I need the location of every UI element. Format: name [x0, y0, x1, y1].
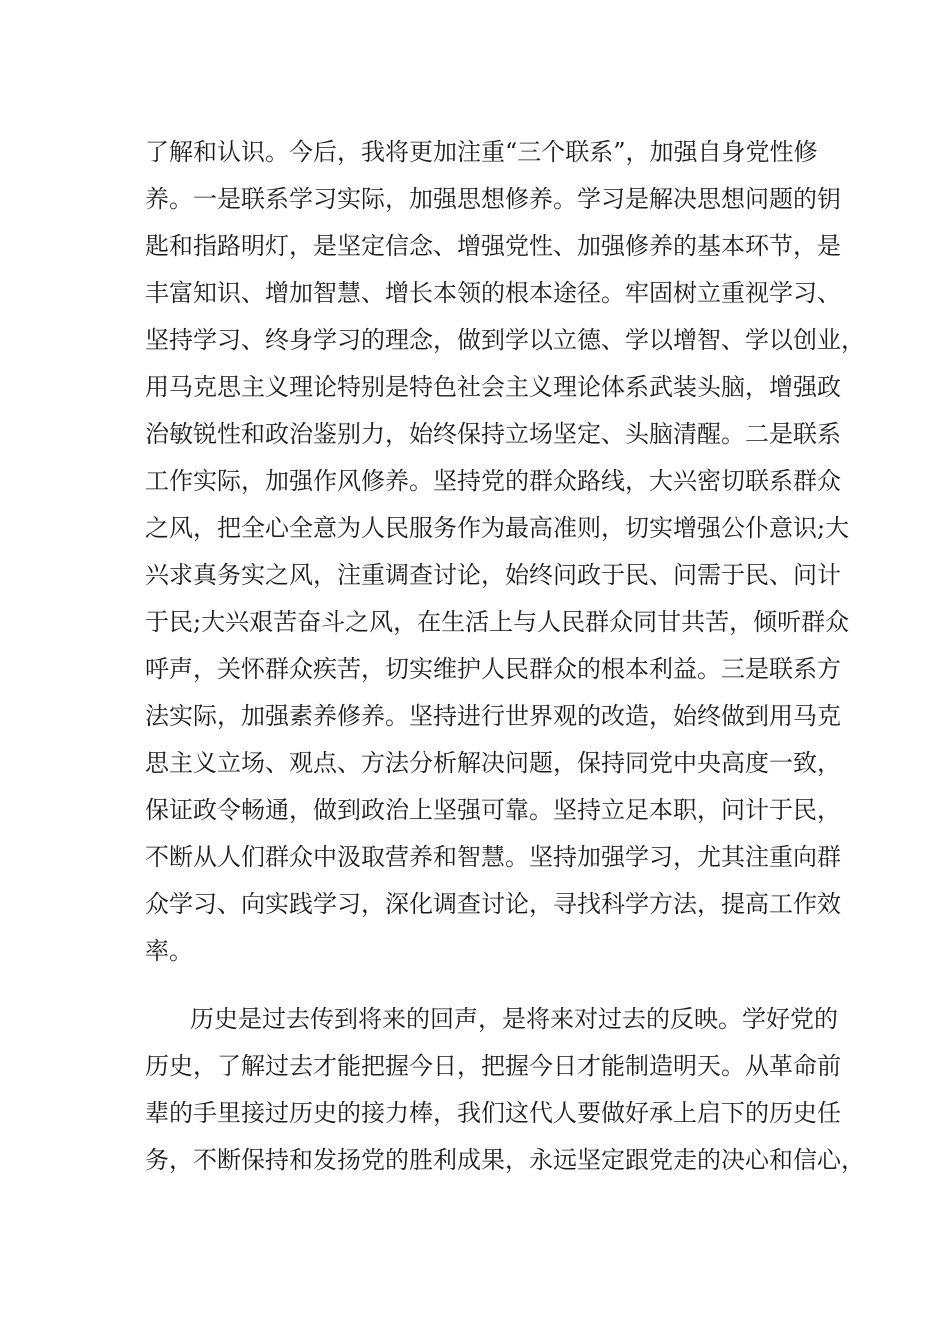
- text-line: 辈的手里接过历史的接力棒，我们这代人要做好承上启下的历史任: [145, 1099, 841, 1127]
- text-line: 治敏锐性和政治鉴别力，始终保持立场坚定、头脑清醒。二是联系: [145, 420, 841, 448]
- text-line: 务，不断保持和发扬党的胜利成果，永远坚定跟党走的决心和信心，: [145, 1146, 865, 1174]
- text-line: 匙和指路明灯，是坚定信念、增强党性、加强修养的基本环节，是: [145, 232, 841, 260]
- text-line: 保证政令畅通，做到政治上坚强可靠。坚持立足本职，问计于民，: [145, 796, 841, 824]
- text-line: 不断从人们群众中汲取营养和智慧。坚持加强学习，尤其注重向群: [145, 843, 841, 871]
- text-line: 之风，把全心全意为人民服务作为最高准则，切实增强公仆意识;大: [145, 514, 850, 542]
- text-line: 呼声，关怀群众疾苦，切实维护人民群众的根本利益。三是联系方: [145, 655, 841, 683]
- text-line: 用马克思主义理论特别是特色社会主义理论体系武装头脑，增强政: [145, 373, 841, 401]
- text-line: 于民;大兴艰苦奋斗之风，在生活上与人民群众同甘共苦，倾听群众: [145, 608, 850, 636]
- text-line: 丰富知识、增加智慧、增长本领的根本途径。牢固树立重视学习、: [145, 279, 841, 307]
- text-line: 法实际，加强素养修养。坚持进行世界观的改造，始终做到用马克: [145, 702, 841, 730]
- text-line: 坚持学习、终身学习的理念，做到学以立德、学以增智、学以创业，: [145, 326, 865, 354]
- text-line: 率。: [145, 937, 193, 965]
- text-line: 众学习、向实践学习，深化调查讨论，寻找科学方法，提高工作效: [145, 890, 841, 918]
- text-line: 养。一是联系学习实际，加强思想修养。学习是解决思想问题的钥: [145, 185, 841, 213]
- text-line: 工作实际，加强作风修养。坚持党的群众路线，大兴密切联系群众: [145, 467, 841, 495]
- text-line: 历史，了解过去才能把握今日，把握今日才能制造明天。从革命前: [145, 1052, 841, 1080]
- text-line: 兴求真务实之风，注重调查讨论，始终问政于民、问需于民、问计: [145, 561, 841, 589]
- text-line: 了解和认识。今后，我将更加注重“三个联系”，加强自身党性修: [145, 138, 818, 166]
- text-line: 历史是过去传到将来的回声，是将来对过去的反映。学好党的: [190, 1005, 838, 1033]
- text-line: 思主义立场、观点、方法分析解决问题，保持同党中央高度一致，: [145, 749, 841, 777]
